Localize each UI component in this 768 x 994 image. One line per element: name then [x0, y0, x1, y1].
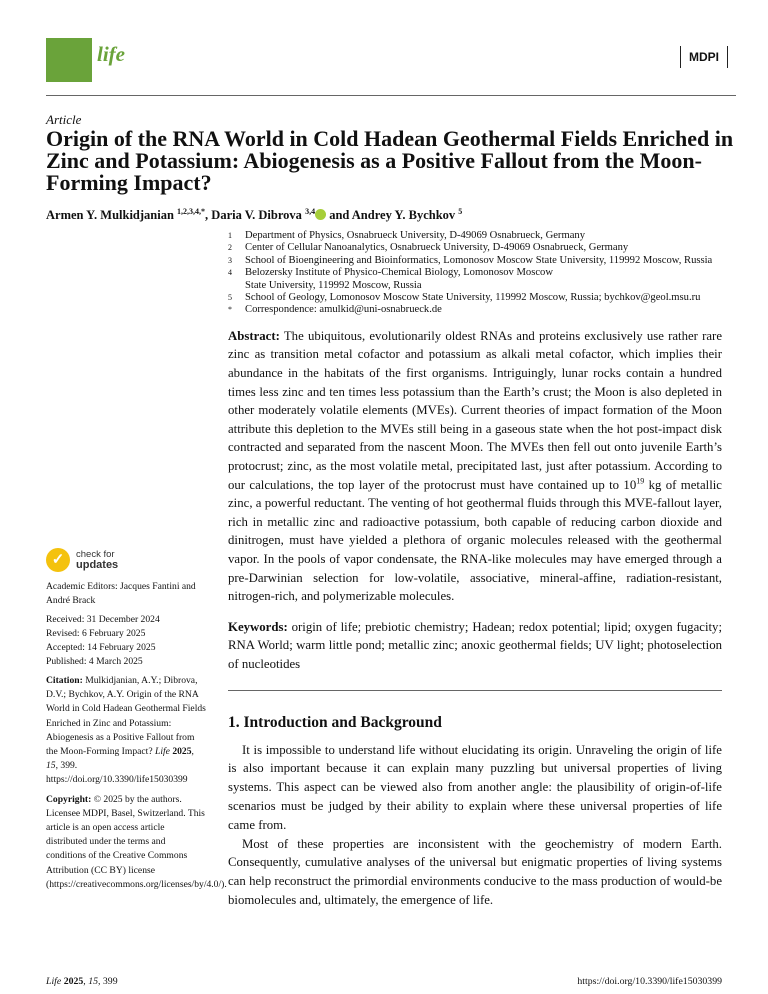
journal-name: life: [97, 42, 125, 66]
footer-journal: Life: [46, 976, 62, 987]
aff-num: 4: [228, 268, 232, 278]
author-name: Daria V. Dibrova: [211, 208, 302, 223]
article-type: Article: [46, 112, 82, 127]
footer-volume: 15: [88, 976, 98, 987]
abstract-text-cont: kg of metallic zinc, a powerful reductant. The venting of hot geothermal fluids through this MVE-fallout layer, rich in metallic zinc and radioactive potassium, both capable of reducing carbon dioxide and dinitrogen, must have yielded a plethora of organic molecules released with the geothermal vapor. In the pools of vapor condensate, the RNA-like molecules may have emerged through a pre-Darwinian selection for low-volatile, associative, mineral-affine, radiation-resistant, nitrogen-rich, and polymerizable molecules.: [228, 477, 722, 604]
author-list: [46, 207, 462, 223]
check-text: check for: [76, 549, 115, 560]
affiliations: [228, 230, 722, 317]
copyright: [46, 793, 227, 892]
abstract: [228, 327, 722, 606]
journal-logo-icon: [46, 38, 92, 82]
aff-text: Correspondence: amulkid@uni-osnabrueck.de: [245, 304, 442, 316]
aff-num: 2: [228, 243, 232, 253]
aff-num: 3: [228, 255, 232, 265]
section-rule: [228, 690, 722, 691]
keywords: [228, 618, 722, 674]
keywords-text: origin of life; prebiotic chemistry; Hadean; redox potential; lipid; oxygen fugacity; RNA World; warm little pond; metallic zinc; anoxic geothermal fields; UV light; photoselection of nucleotides: [228, 619, 723, 671]
affiliation: [228, 267, 722, 292]
keywords-label: Keywords:: [228, 619, 288, 634]
abstract-exponent: 19: [636, 476, 645, 486]
affiliation: [228, 304, 722, 316]
publisher-logo: MDPI: [680, 46, 728, 68]
updates-text: updates: [76, 559, 119, 571]
author-affil: 1,2,3,4,*: [177, 207, 206, 216]
main-column: [228, 230, 722, 910]
aff-num: *: [228, 305, 232, 315]
affiliation: [228, 242, 722, 254]
sidebar: [46, 548, 227, 897]
citation-text: Mulkidjanian, A.Y.; Dibrova, D.V.; Bychkov, A.Y. Origin of the RNA World in Cold Hadean Geothermal Fields Enriched in Zinc and Potassium: Abiogenesis as a Positive Fallout from the Moon-Forming Impact?: [46, 675, 206, 758]
accepted-date: Accepted: 14 February 2025: [46, 642, 156, 653]
aff-text: School of Bioengineering and Bioinformatics, Lomonosov Moscow State University, 119992 Moscow, Russia: [245, 254, 713, 266]
header-rule: [46, 95, 736, 96]
citation-volume: 15: [46, 760, 56, 772]
aff-text: Department of Physics, Osnabrueck University, D-49069 Osnabrueck, Germany: [245, 230, 585, 241]
citation-journal: Life: [154, 746, 170, 758]
sep: ,: [205, 208, 212, 223]
citation-label: Citation:: [46, 675, 83, 686]
check-for-updates-button[interactable]: [46, 548, 206, 572]
paper-title: Origin of the RNA World in Cold Hadean Geothermal Fields Enriched in Zinc and Potassium: Abiogenesis as a Positive Fallout from the Moon-Forming Impact?: [46, 126, 734, 195]
affiliation: [228, 292, 722, 304]
citation-doi[interactable]: , 399. https://doi.org/10.3390/life15030399: [46, 760, 188, 786]
revised-date: Revised: 6 February 2025: [46, 628, 146, 639]
section-heading: 1. Introduction and Background: [228, 713, 442, 731]
abstract-label: Abstract:: [228, 328, 280, 343]
author-name: Armen Y. Mulkidjanian: [46, 208, 174, 223]
copyright-label: Copyright:: [46, 793, 92, 805]
aff-text: Center of Cellular Nanoanalytics, Osnabrueck University, D-49069 Osnabrueck, Germany: [245, 242, 629, 254]
section-body: [228, 741, 722, 910]
footer-page: , 399: [98, 976, 118, 987]
footer-citation: Life 2025, 15, 399: [46, 976, 118, 987]
footer-year: 2025: [63, 976, 84, 987]
footer-doi-link[interactable]: https://doi.org/10.3390/life15030399: [577, 976, 722, 987]
academic-editors: Academic Editors: Jacques Fantini and André Brack: [46, 581, 196, 606]
published-date: Published: 4 March 2025: [46, 656, 143, 667]
checkmark-icon: ✓: [46, 548, 70, 572]
aff-text: School of Geology, Lomonosov Moscow State University, 119992 Moscow, Russia; bychkov@geol.msu.ru: [245, 292, 701, 304]
affiliation: [228, 230, 722, 242]
aff-text: Belozersky Institute of Physico-Chemical Biology, Lomonosov Moscow State University, 119992 Moscow, Russia: [245, 267, 553, 291]
received-date: Received: 31 December 2024: [46, 614, 160, 625]
aff-num: 5: [228, 293, 232, 303]
author-affil: 5: [458, 207, 463, 216]
paragraph: Most of these properties are inconsistent with the geochemistry of modern Earth. Consequently, cumulative analyses of the universal but enigmatic properties of living systems can help reconstruct the primordial environments conducive to the mass production of would-be biomolecules and, ultimately, the emergence of life.: [228, 836, 722, 907]
citation-year: 2025: [172, 746, 192, 758]
copyright-text: © 2025 by the authors. Licensee MDPI, Basel, Switzerland. This article is an open access article distributed under the terms and conditions of the Creative Commons Attribution (CC BY) license (https://creativecommons.org/licenses/by/4.0/).: [46, 793, 227, 890]
orcid-icon[interactable]: [315, 209, 326, 220]
aff-num: 1: [228, 231, 232, 240]
author-name: Andrey Y. Bychkov: [351, 208, 456, 223]
abstract-text: The ubiquitous, evolutionarily oldest RNAs and proteins exclusively use rather rare zinc as transition metal cofactor and potassium as alkali metal cofactor, which implies their abundance in the habitats of the first organisms. Intriguingly, lunar rocks contain a hundred times less zinc and ten times less potassium than the Earth’s crust; the Moon is also depleted in other moderately volatile elements (MVEs). Current theories of impact formation of the Moon attribute this depletion to the MVEs still being in a gaseous state when the hot post-impact disk contracted and separated from the nascent Moon. The MVEs then fell out onto juvenile Earth’s protocrust; zinc, as the most volatile metal, precipitated last, just after potassium. According to our calculations, the top layer of the protocrust must have contained up to 10: [228, 328, 722, 492]
citation: Citation: Mulkidjanian, A.Y.; Dibrova, D.V.; Bychkov, A.Y. Origin of the RNA World in Cold Hadean Geothermal Fields Enriched in Zinc and Potassium: Abiogenesis as a Positive Fallout from the Moon-Forming Impact? Life 2025, 15, 399. https://doi.org/10.3390/life15030399: [46, 675, 206, 786]
sep: and: [326, 208, 352, 223]
author-affil: 3,4: [305, 207, 316, 216]
paragraph: It is impossible to understand life without elucidating its origin. Unraveling the origin of life is also important because it can explain many puzzling but universal properties of living systems. This aspect can be viewed also from another angle: the plausibility of origin-of-life scenarios must be judged by their ability to explain where these universal properties of life came from.: [228, 742, 722, 832]
affiliation: [228, 255, 722, 267]
